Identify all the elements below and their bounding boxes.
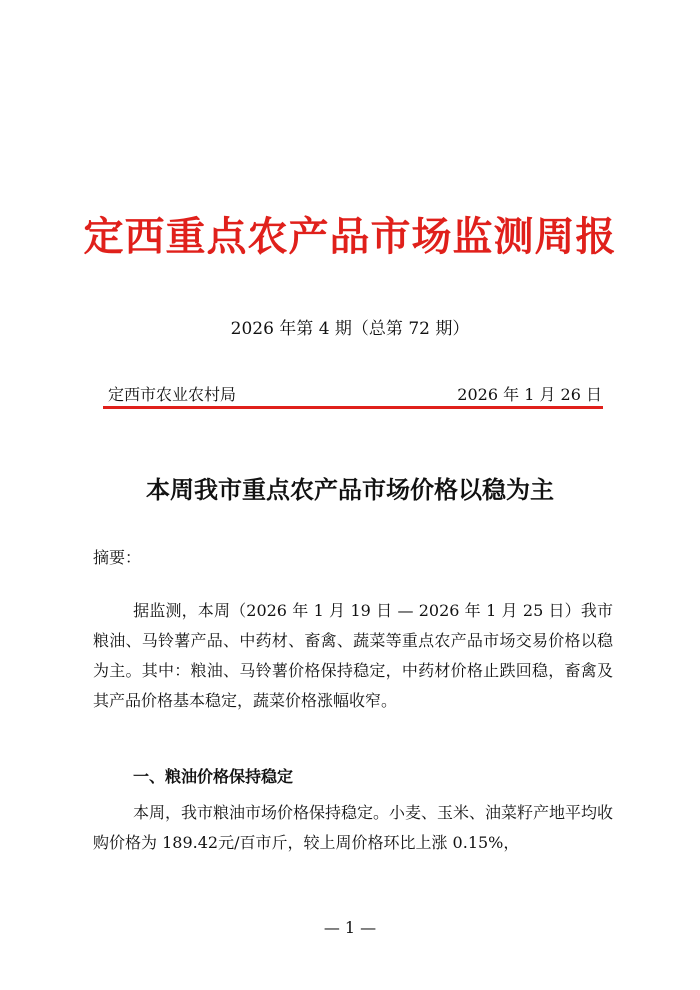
red-divider: [103, 406, 603, 409]
issue-number: 2026 年第 4 期（总第 72 期）: [230, 319, 470, 339]
section-paragraph: [93, 798, 613, 858]
abstract-paragraph: [93, 596, 613, 716]
publish-date: 2026 年 1 月 26 日: [457, 385, 602, 404]
masthead-title: 定西重点农产品市场监测周报: [83, 213, 617, 260]
abstract-label: 摘要：: [93, 548, 142, 567]
article-headline: 本周我市重点农产品市场价格以稳为主: [146, 475, 554, 504]
abstract-text: 据监测，本周（2026 年 1 月 19 日 — 2026 年 1 月 25 日）我市粮油、马铃薯产品、中药材、畜禽、蔬菜等重点农产品市场交易价格以稳为主。其中：粮油、马铃薯价格保持稳定，中药材价格止跌回稳，畜禽及其产品价格基本稳定，蔬菜价格涨幅收窄。: [93, 601, 613, 710]
page-number: — 1 —: [323, 918, 377, 937]
section-text: 本周，我市粮油市场价格保持稳定。小麦、玉米、油菜籽产地平均收购价格为 189.42元/百市斤，较上周价格环比上涨 0.15%，: [93, 803, 614, 852]
publisher: 定西市农业农村局: [108, 385, 237, 404]
section-heading: 一、粮油价格保持稳定: [133, 767, 294, 786]
